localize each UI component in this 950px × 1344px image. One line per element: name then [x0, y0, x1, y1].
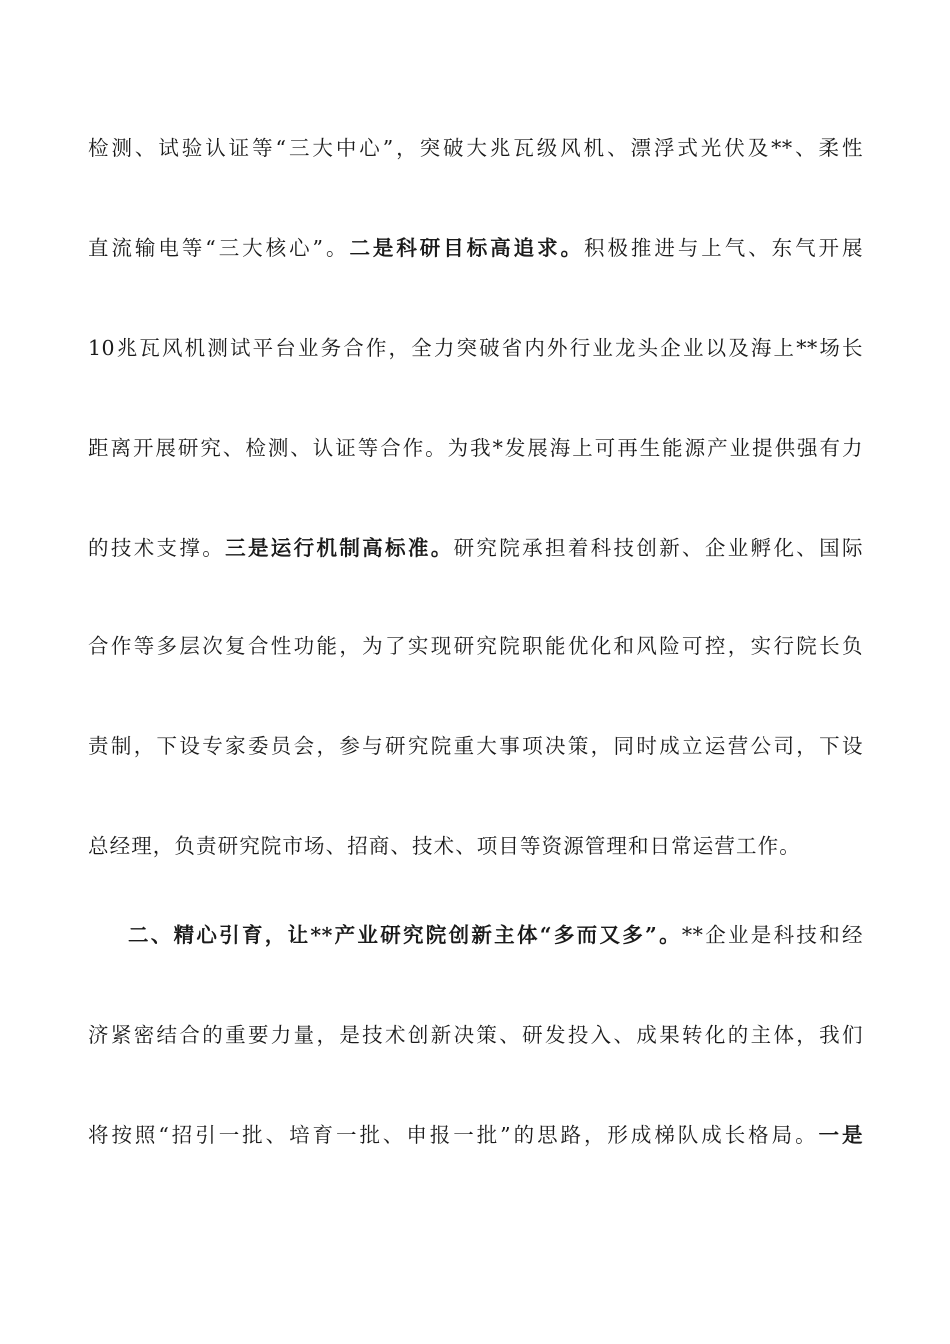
text-run: 研究院承担着科技创新、企业孵化、国际 — [453, 536, 864, 560]
text-run: **企业是科技和经 — [681, 923, 863, 947]
text-run: 距离开展研究、检测、认证等合作。为我*发展海上可再生能源产业提供强有力 — [88, 436, 863, 460]
paragraph-line-10 — [88, 1021, 863, 1049]
bold-heading-run: 三是运行机制高标准。 — [225, 536, 454, 560]
bold-heading-run: 一是 — [818, 1123, 864, 1147]
paragraph-line-2 — [88, 234, 863, 262]
paragraph-line-11 — [88, 1121, 863, 1149]
text-run: 责制，下设专家委员会，参与研究院重大事项决策，同时成立运营公司，下设 — [88, 734, 863, 758]
paragraph-line-1 — [88, 134, 863, 162]
section-heading-line — [128, 921, 863, 949]
text-run: 济紧密结合的重要力量，是技术创新决策、研发投入、成果转化的主体，我们 — [88, 1023, 863, 1047]
text-run: 将按照“招引一批、培育一批、申报一批”的思路，形成梯队成长格局。 — [88, 1123, 819, 1147]
text-run: 总经理，负责研究院市场、招商、技术、项目等资源管理和日常运营工作。 — [88, 834, 801, 858]
paragraph-line-7 — [88, 732, 863, 760]
paragraph-line-8 — [88, 832, 863, 860]
paragraph-line-5 — [88, 534, 863, 562]
text-run: 检测、试验认证等“三大中心”，突破大兆瓦级风机、漂浮式光伏及**、柔性 — [88, 136, 863, 160]
text-run: 10兆瓦风机测试平台业务合作，全力突破省内外行业龙头企业以及海上**场长 — [88, 336, 863, 360]
paragraph-line-6 — [88, 632, 863, 660]
text-run: 直流输电等“三大核心”。 — [88, 236, 350, 260]
paragraph-line-3 — [88, 334, 863, 362]
paragraph-line-4 — [88, 434, 863, 462]
text-run: 合作等多层次复合性功能，为了实现研究院职能优化和风险可控，实行院长负 — [88, 634, 863, 658]
bold-heading-run: 二是科研目标高追求。 — [349, 236, 584, 260]
text-run: 的技术支撑。 — [88, 536, 226, 560]
section-heading: 二、精心引育，让**产业研究院创新主体“多而又多”。 — [128, 923, 682, 947]
text-run: 积极推进与上气、东气开展 — [584, 236, 864, 260]
